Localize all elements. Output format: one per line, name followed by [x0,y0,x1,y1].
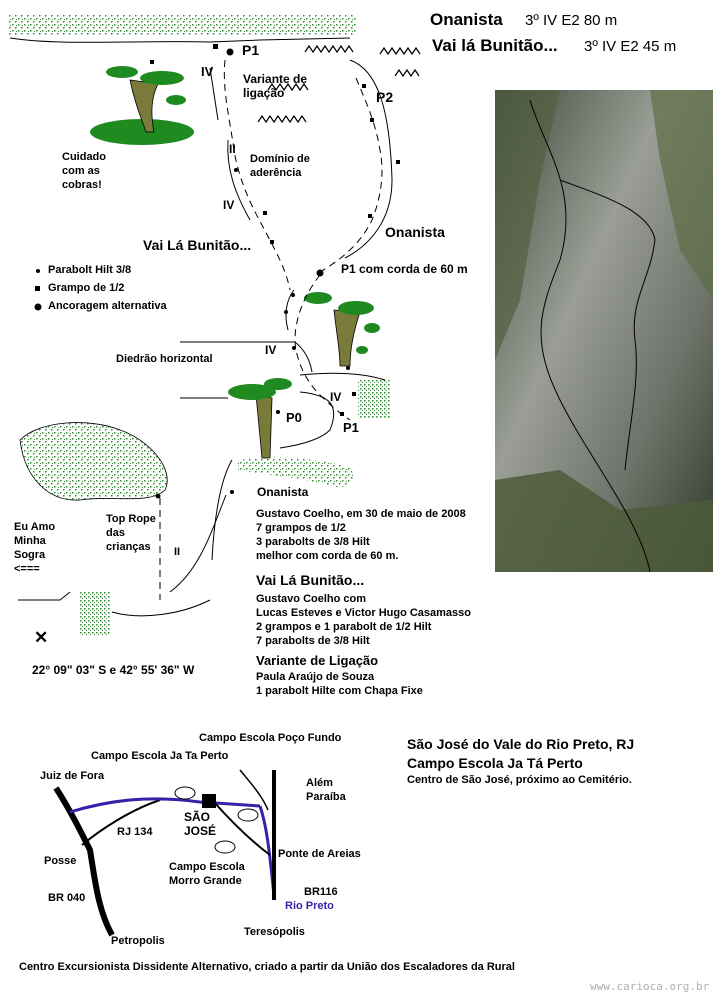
coordinates: 22° 09" 03" S e 42° 55' 36" W [32,663,195,677]
grade-ii: II [229,142,236,156]
bunitao-label: Vai Lá Bunitão... [143,237,252,253]
vegetation-right-bush [358,380,390,418]
sogra-label: Eu Amo Minha Sogra <=== [14,521,56,575]
map-teresopolis: Teresópolis [244,926,305,938]
wall-photo [495,90,713,572]
grade-ii-lower: II [174,546,181,558]
credits-bunitao: Gustavo Coelho com Lucas Esteves e Victor Hugo Casamasso 2 grampos e 1 parabolt de 1/2 Hilt 7 parabolts de 3/8 Hilt [256,593,472,647]
tree-middle [304,292,380,366]
tree-lower [228,378,292,458]
vegetation-left [20,423,167,501]
route1-name: Onanista [430,10,503,29]
location-line1: São José do Vale do Rio Preto, RJ [407,736,635,752]
cobras-warning: Cuidado com as cobras! [62,151,106,191]
credits-variante-title: Variante de Ligação [256,653,379,668]
dominio-label: Domínio de aderência [250,153,310,179]
p0-label: P0 [286,410,302,425]
tree-top-left [90,66,194,145]
map-ponte-areias: Ponte de Areias [278,848,361,860]
location-x-mark: ✕ [34,628,49,647]
legend-parabolt: Parabolt Hilt 3/8 [48,264,132,276]
route2-name: Vai lá Bunitão... [432,36,558,55]
road-map [56,770,274,935]
grade-iv-top: IV [201,64,214,79]
watermark: www.carioca.org.br [590,980,710,993]
route2-grade: 3º IV E2 45 m [584,38,677,55]
p1-lower-label: P1 [343,420,359,435]
vegetation-top [8,14,356,36]
location-line3: Centro de São José, próximo ao Cemitério. [407,774,632,786]
diedro-label: Diedrão horizontal [116,353,213,365]
onanista-label: Onanista [385,224,445,240]
credits-onanista: Gustavo Coelho, em 30 de maio de 2008 7 grampos de 1/2 3 parabolts de 3/8 Hilt melhor com corda de 60 m. [256,508,466,562]
credits-variante: Paula Araújo de Souza 1 parabolt Hilte com Chapa Fixe [256,671,423,697]
p1-top-label: P1 [242,42,260,58]
map-petropolis: Petropolis [111,935,165,947]
map-poco-fundo: Campo Escola Poço Fundo [199,732,342,744]
route1-grade: 3º IV E2 80 m [525,12,618,29]
map-alem-paraiba: Além Paraíba [306,777,346,803]
grade-iv-diedro: IV [265,343,277,357]
footer-text: Centro Excursionista Dissidente Alternativo, criado a partir da União dos Escaladores da Rural [19,961,515,973]
toprope-label: Top Rope das crianças [106,513,156,553]
vegetation-bottom [80,592,110,636]
map-ja-ta-perto: Campo Escola Ja Ta Perto [91,750,229,762]
vegetation-ground [238,458,353,487]
map-juiz-de-fora: Juiz de Fora [40,770,105,782]
onanista-base-label: Onanista [257,485,309,499]
map-br040: BR 040 [48,892,86,904]
map-br116: BR116 [304,886,338,898]
variante-label: Variante de ligação [243,72,308,100]
map-morro-grande: Campo Escola Morro Grande [169,861,245,887]
map-sao-jose: SÃO JOSÉ [184,810,217,838]
grade-iv-p1: IV [330,390,342,404]
map-rj134: RJ 134 [117,826,153,838]
legend-ancoragem: Ancoragem alternativa [48,300,167,312]
grade-iv-mid: IV [223,198,235,212]
map-rio-preto: Rio Preto [285,900,334,912]
map-posse: Posse [44,855,77,867]
p2-label: P2 [376,89,394,105]
location-line2: Campo Escola Ja Tá Perto [407,755,583,771]
credits-bunitao-title: Vai Lá Bunitão... [256,572,365,588]
legend-grampo: Grampo de 1/2 [48,282,125,294]
ledge-outline [10,38,350,42]
p1-middle-label: P1 com corda de 60 m [341,262,468,276]
